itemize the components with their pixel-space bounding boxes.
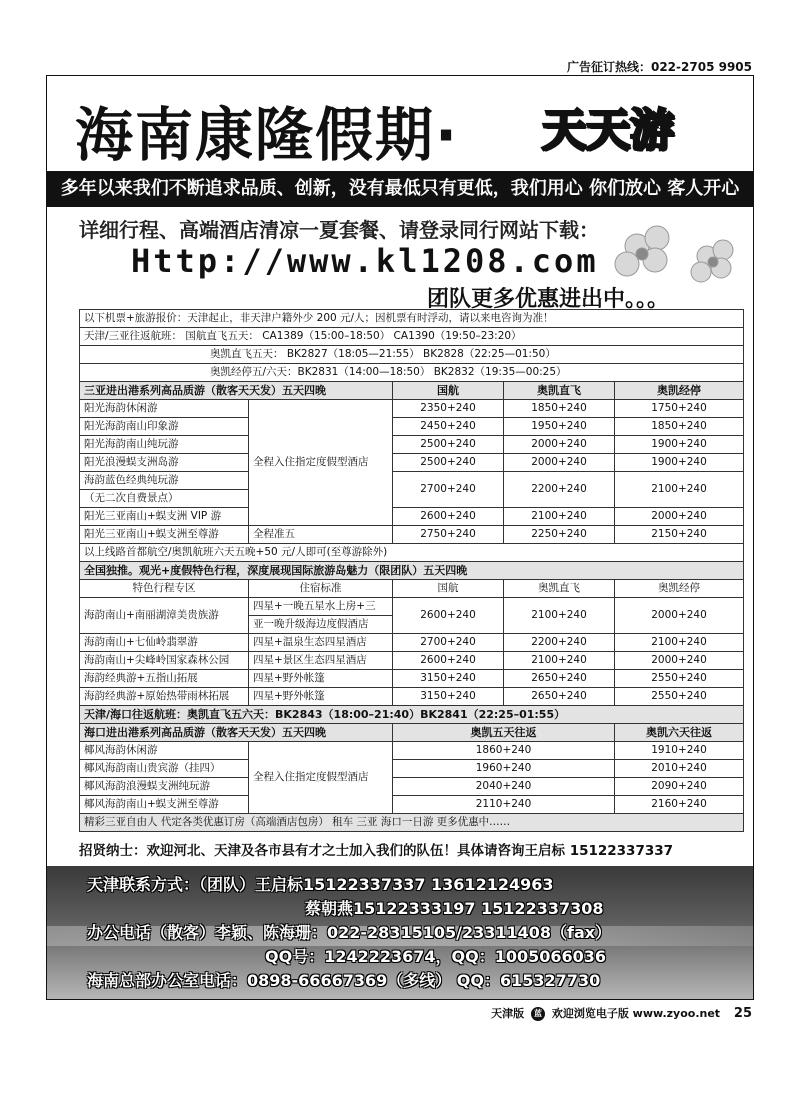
table-row xyxy=(80,436,744,454)
price-cell: 2090+240 xyxy=(615,778,744,796)
price-cell: 3150+240 xyxy=(393,670,504,688)
price-cell: 2000+240 xyxy=(504,454,615,472)
price-cell: 2750+240 xyxy=(393,526,504,544)
route-name: 椰风海韵南山贵宾游（挂四） xyxy=(80,760,249,778)
price-cell: 2000+240 xyxy=(615,598,744,634)
pricing-note: 以下机票+旅游报价：天津起止，非天津户籍外少 200 元/人；因机票有时浮动，请以来电咨询为准！ xyxy=(80,310,744,328)
ad-hotline: 广告征订热线：022-2705 9905 xyxy=(566,60,752,74)
price-cell: 2500+240 xyxy=(393,436,504,454)
route-name: 海韵南山+七仙岭翡翠游 xyxy=(80,634,249,652)
price-cell: 2350+240 xyxy=(393,400,504,418)
price-cell: 1860+240 xyxy=(393,742,615,760)
table-row xyxy=(80,670,744,688)
price-cell: 2010+240 xyxy=(615,760,744,778)
table-row xyxy=(80,472,744,490)
table-row xyxy=(80,310,744,328)
route-name: 阳光浪漫蜈支洲岛游 xyxy=(80,454,249,472)
price-cell: 1950+240 xyxy=(504,418,615,436)
section-header: 海口进出港系列高品质游（散客天天发）五天四晚 xyxy=(80,724,393,742)
price-cell: 3150+240 xyxy=(393,688,504,706)
company-title-brand: 天天游 xyxy=(542,105,674,156)
price-cell: 2550+240 xyxy=(615,688,744,706)
table-row xyxy=(80,526,744,544)
price-cell: 2600+240 xyxy=(393,598,504,634)
price-cell: 2100+240 xyxy=(504,652,615,670)
table-row xyxy=(80,598,744,616)
price-cell: 2650+240 xyxy=(504,688,615,706)
column-header: 特色行程专区 xyxy=(80,580,249,598)
hotel-standard: 四星+野外帐篷 xyxy=(249,688,393,706)
table-row xyxy=(80,724,744,742)
price-cell: 1900+240 xyxy=(615,436,744,454)
contact-banner xyxy=(47,866,753,1000)
table-row xyxy=(80,688,744,706)
route-name: 海韵经典游+五指山拓展 xyxy=(80,670,249,688)
table-row xyxy=(80,328,744,346)
table-row xyxy=(80,544,744,562)
page-number: 25 xyxy=(733,1006,752,1021)
route-name: 海韵经典游+原始热带雨林拓展 xyxy=(80,688,249,706)
table-row xyxy=(80,418,744,436)
flight-info: 天津/三亚往返航班： 国航直飞五天： CA1389（15:00–18:50） CA1390（19:50–23:20） xyxy=(80,328,744,346)
price-cell: 1850+240 xyxy=(504,400,615,418)
section-header: 全国独推。观光+度假特色行程，深度展现国际旅游岛魅力（限团队）五天四晚 xyxy=(80,562,744,580)
price-table xyxy=(79,309,744,832)
price-cell: 2100+240 xyxy=(504,598,615,634)
table-row xyxy=(80,814,744,832)
hotel-standard: 亚一晚升级海边度假酒店 xyxy=(249,616,393,634)
price-cell: 2110+240 xyxy=(393,796,615,814)
column-header: 奥凯经停 xyxy=(615,580,744,598)
route-name: 海韵蓝色经典纯玩游 xyxy=(80,472,249,490)
route-name: 海韵南山+南丽湖漳美贵族游 xyxy=(80,598,249,634)
title-row xyxy=(47,76,753,171)
table-row xyxy=(80,706,744,724)
price-cell: 2600+240 xyxy=(393,508,504,526)
hotel-standard: 四星+野外帐篷 xyxy=(249,670,393,688)
table-row xyxy=(80,382,744,400)
contact-line: 天津联系方式：（团队）王启标15122337337 13612124963 xyxy=(87,875,554,894)
table-row xyxy=(80,742,744,760)
route-name: 椰风海韵休闲游 xyxy=(80,742,249,760)
ad-frame xyxy=(46,75,754,1000)
price-cell: 1960+240 xyxy=(393,760,615,778)
price-cell: 1900+240 xyxy=(615,454,744,472)
detail-line: 详细行程、高端酒店清凉一夏套餐、请登录同行网站下载： xyxy=(79,218,599,242)
recruit-notice: 招贤纳士：欢迎河北、天津及各市县有才之士加入我们的队伍！具体请咨询王启标 15122337337 xyxy=(79,843,674,859)
price-cell: 2160+240 xyxy=(615,796,744,814)
route-name: 阳光海韵南山纯玩游 xyxy=(80,436,249,454)
price-cell: 2600+240 xyxy=(393,652,504,670)
column-header: 奥凯五天往返 xyxy=(393,724,615,742)
column-header: 国航 xyxy=(393,580,504,598)
price-cell: 2150+240 xyxy=(615,526,744,544)
price-cell: 2000+240 xyxy=(615,508,744,526)
price-cell: 2100+240 xyxy=(504,508,615,526)
website-url[interactable]: Http://www.kl1208.com xyxy=(131,242,599,280)
route-name: 椰风海韵浪漫蜈支洲纯玩游 xyxy=(80,778,249,796)
route-name: 椰风海韵南山+蜈支洲至尊游 xyxy=(80,796,249,814)
price-cell: 2650+240 xyxy=(504,670,615,688)
table-row xyxy=(80,400,744,418)
hotel-standard: 全程入住指定度假型酒店 xyxy=(249,742,393,814)
company-title: 海南康隆假期· xyxy=(75,101,460,169)
section-note: 精彩三亚自由人 代定各类优惠订房（高端酒店包房） 租车 三亚 海口一日游 更多优惠中…… xyxy=(80,814,744,832)
price-cell: 2100+240 xyxy=(615,634,744,652)
price-cell: 2000+240 xyxy=(504,436,615,454)
contact-line: QQ号：1242223674，QQ：1005066036 xyxy=(265,947,607,966)
price-cell: 2100+240 xyxy=(615,472,744,508)
contact-line: 海南总部办公室电话：0898-66667369（多线） QQ：615327730 xyxy=(87,971,601,990)
contact-line: 蔡朝燕15122333197 15122337308 xyxy=(305,899,604,918)
page-footer xyxy=(491,1005,752,1021)
price-cell: 2700+240 xyxy=(393,472,504,508)
flight-info: 天津/海口往返航班：奥凯直飞五六天：BK2843（18:00–21:40）BK2841（22:25–01:55） xyxy=(80,706,744,724)
price-cell: 2450+240 xyxy=(393,418,504,436)
column-header: 奥凯直飞 xyxy=(504,382,615,400)
price-cell: 1750+240 xyxy=(615,400,744,418)
blue-badge-icon: 蓝 xyxy=(531,1007,545,1021)
table-row xyxy=(80,760,744,778)
route-name: 阳光海韵休闲游 xyxy=(80,400,249,418)
flight-info: 奥凯直飞五天： BK2827（18:05—21:55） BK2828（22:25—01:50） xyxy=(80,346,744,364)
table-row xyxy=(80,778,744,796)
flight-info: 奥凯经停五/六天：BK2831（14:00—18:50） BK2832（19:35—00:25） xyxy=(80,364,744,382)
price-cell: 2040+240 xyxy=(393,778,615,796)
table-row xyxy=(80,796,744,814)
table-row xyxy=(80,346,744,364)
column-header: 住宿标准 xyxy=(249,580,393,598)
price-cell: 2000+240 xyxy=(615,652,744,670)
route-name: 阳光三亚南山+蜈支洲 VIP 游 xyxy=(80,508,249,526)
table-row xyxy=(80,364,744,382)
table-row xyxy=(80,454,744,472)
route-name: （无二次自费景点） xyxy=(80,490,249,508)
table-row xyxy=(80,580,744,598)
route-name: 阳光三亚南山+蜈支洲至尊游 xyxy=(80,526,249,544)
price-cell: 2200+240 xyxy=(504,634,615,652)
hotel-standard: 全程准五 xyxy=(249,526,393,544)
route-name: 海韵南山+尖峰岭国家森林公园 xyxy=(80,652,249,670)
contact-line: 办公电话（散客）李颖、陈海珊：022-28315105/23311408（fax） xyxy=(87,923,612,942)
hotel-standard: 四星+景区生态四星酒店 xyxy=(249,652,393,670)
route-name: 阳光海韵南山印象游 xyxy=(80,418,249,436)
price-cell: 2200+240 xyxy=(504,472,615,508)
edition-label: 天津版 xyxy=(491,1007,525,1020)
column-header: 国航 xyxy=(393,382,504,400)
column-header: 奥凯直飞 xyxy=(504,580,615,598)
column-header: 奥凯经停 xyxy=(615,382,744,400)
price-cell: 2250+240 xyxy=(504,526,615,544)
section-header: 三亚进出港系列高品质游（散客天天发）五天四晚 xyxy=(80,382,393,400)
team-promo: 团队更多优惠进出中。。。 xyxy=(427,287,670,312)
hotel-standard: 四星+一晚五星水上房+三 xyxy=(249,598,393,616)
table-row xyxy=(80,652,744,670)
slogan-bar: 多年以来我们不断追求品质、创新，没有最低只有更低，我们用心 你们放心 客人开心 xyxy=(47,171,753,207)
hotel-standard: 全程入住指定度假型酒店 xyxy=(249,400,393,526)
price-cell: 2500+240 xyxy=(393,454,504,472)
table-row xyxy=(80,562,744,580)
price-cell: 1850+240 xyxy=(615,418,744,436)
table-row xyxy=(80,508,744,526)
price-cell: 2700+240 xyxy=(393,634,504,652)
price-cell: 1910+240 xyxy=(615,742,744,760)
price-cell: 2550+240 xyxy=(615,670,744,688)
table-row xyxy=(80,634,744,652)
footer-text: 欢迎浏览电子版 xyxy=(551,1007,629,1020)
column-header: 奥凯六天往返 xyxy=(615,724,744,742)
section-note: 以上线路首都航空/奥凯航班六天五晚+50 元/人即可(至尊游除外) xyxy=(80,544,744,562)
hotel-standard: 四星+温泉生态四星酒店 xyxy=(249,634,393,652)
footer-site[interactable]: www.zyoo.net xyxy=(632,1007,721,1020)
